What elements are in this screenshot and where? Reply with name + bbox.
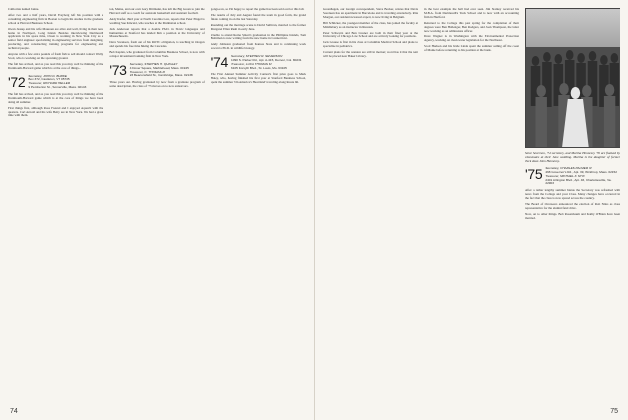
secretary-line: Secretary, STEPHEN H. QUIGLEY [129, 61, 178, 66]
photo-caption: Steve Severson, '74 secretary, and Martha Hennessy '76 are flanked by classmates at their June wedding. Martha is the daughter of former Tuck dean John Hennessy. [525, 151, 620, 164]
secretary-address: 1090 S. Parker Rd., Apt. A-415, Denver, Col. 80231 [231, 57, 302, 62]
paragraph: Rounding out the marriage scene is David Sullivan, married to the former Margaret Ellen Rush in early June. [210, 22, 306, 31]
paragraph: Bob Kaplan, who graduated from Columbia Business School, is now with a major investment banking firm in New York. [109, 50, 205, 59]
wedding-group-photo [525, 8, 620, 148]
treasurer-line: Treasurer, RICHARD HELLER [28, 81, 71, 86]
paragraph: The fall has arrived, and as you read this you may well be thinking of the Dartmouth-Harvard game which is at the core of things... [8, 61, 104, 70]
paragraph: The fall has arrived, and as you read this you may well be thinking of the Dartmouth-Harvard game which is at the core of things we have been doing all summer. [8, 91, 104, 104]
page-number: 74 [10, 408, 18, 415]
paragraph: Scott Hudson and his bride Linda spent the summer sailing off the coast of Maine before returning to his position at the bank. [424, 44, 519, 53]
paragraph: Unable to attend Rome Smart's graduation in the Phillipine Islands, Tom Bohrman is now writing from the new home in Connecticut. [210, 32, 306, 41]
paragraph: Andy Kiefer, third year at North Carolina Law, reports that Peter Pingel is wedding Sue Kincaid, who teaches at the Manhattan school. [109, 16, 205, 25]
class-header-74 [211, 55, 306, 70]
secretary-line: Secretary, CHARLES PALMER IV [545, 166, 592, 171]
treasurer-address: 23 Beaconsfield St., Cambridge, Mass. 02138 [129, 73, 193, 78]
paragraph: Dave Swanson, fresh out of his ROTC obligation, is teaching in Oregon and spends his free time hiking the Cascades. [109, 40, 205, 49]
class-header-72 [8, 75, 103, 90]
treasurer-address: 6105 Forsyth Blvd., St. Louis, Mo. 63105 [231, 65, 287, 70]
class-secretary-info [130, 63, 193, 78]
secretary-address: 468 Governor's Rd., Apt. 39, Winthrop, Mass. 02152 [545, 170, 617, 175]
class-year: '75 [525, 166, 543, 183]
paragraph: Now, on to other things. Bob Rosenbaum and Kathy O'Brien have been married. [525, 211, 620, 220]
treasurer-line: Treasurer, LUCA THOMAS M [231, 61, 272, 66]
paragraph: Three years out. Having graduated by now from a graduate program of some description, the class of '73 moves on to new endeavors. [109, 80, 205, 89]
secretary-line: Secretary, STEPHEN R. SEVERSON [231, 54, 283, 59]
paragraph: Bill Schlicker, the youngest member of the class, has joined the faculty at Middlebury as an instructor in Russian. [323, 20, 418, 29]
paragraph: After a rather lengthy summer hiatus the Secretary was refreshed with news from the College and your Class. Many changes have occurred in the fact that the class is now spread across the country. [525, 188, 620, 201]
paragraph: Anyone with a few extra pounds of fresh fish to sell should contact Wally Scott, who is working on the spawning ground. [8, 52, 104, 60]
right-column-3 [525, 8, 620, 402]
paragraph: First things first, although Ross Freund and I enjoyed Aquavit with the quartets. Carl Arnold and his wife Betty are in New York. We had a great time with them. [8, 105, 104, 118]
right-column-2 [424, 8, 519, 402]
left-column-3 [211, 8, 306, 402]
class-secretary-info [28, 75, 86, 90]
paragraph: Andy Johnston graduated from Kansas State and is continuing work toward a Ph.D. in wildlife biology. [210, 42, 306, 51]
paragraph: gonga-ron, so I'm happy to report the game has been sold out for this fall. [210, 8, 305, 11]
paragraph: The results of July and August found the team in good form, the grand finale coming in on the last Saturday. [210, 12, 306, 21]
paragraph: Returned to the College this past spring for the completion of their degrees were Ben Hallenger, Ben Rodgers, and Joan Thompson, the latter now working as an admissions officer. [424, 20, 519, 33]
treasurer-address: 2401 Arlington Blvd., Apt. 46, Charlottesville, Va. 22903 [545, 177, 612, 186]
paragraph: Jack Grouse is first in his class at Columbia Medical School and plans to specialize in pediatrics. [323, 40, 418, 49]
page-number: 75 [610, 408, 618, 415]
class-header-75 [525, 167, 620, 186]
right-page [315, 0, 628, 420]
paragraph: Current plans for the reunion are still in motion; word has it that the tent will be placed near Baker Library. [323, 50, 418, 59]
paragraph: After two and a half years, David Freyberg left his position with a consulting engineering firm in Boston to begin his studies in the graduate school at Harvard Business School. [8, 12, 104, 25]
class-header-73 [109, 63, 204, 78]
paragraph: California named Janne. [8, 8, 40, 11]
paragraph: Owen Jessup and his wife Maureen are alive and well, living in their new home in Northport, Long Island. Besides interviewing Dartmouth applicants in his spare time, Owen is working in New York City as a senior field engineer specializing in engineering services from designing, producing, and constructing training programs for engineering and technical people. [8, 26, 104, 51]
left-column-2 [109, 8, 204, 402]
paragraph: Dave Wagner is in Washington with the Environmental Protection Agency, working on clean water legislation for the Northeast. [424, 34, 519, 43]
paragraph: The First Annual Summer Activity Contest's first prize goes to Mark Haley, who, having finished his first year at Stanford Business School, spent the summer 'On America's Heartland' traveling along Route 66. [210, 72, 306, 85]
right-column-1 [323, 8, 418, 402]
class-year: '73 [109, 61, 127, 78]
paragraph: ton, Maine, and our own Gary Dittmann, has left the Big Green to join the Harvard staff as a coach for assistant basketball and assistant football. [109, 8, 205, 15]
paragraph: The Board of Overseers announced the election of Rob Niles as class representative for the alumni fund drive. [525, 202, 620, 210]
class-secretary-info [545, 167, 620, 186]
photo-figures [526, 9, 620, 147]
paragraph: Jack Anderson reports that a double Ph.D. in Slavic languages and humanities at Stanford has landed him a position at the University of Massachusetts. [109, 26, 205, 39]
paragraph: in the best example the hall had ever seen. Jim Stanley received his M.B.A. from Dartmouth's Tuck School and is now with an accounting firm in Hartford. [424, 8, 519, 19]
class-year: '74 [210, 54, 229, 71]
left-column-1 [8, 8, 103, 402]
secretary-address: Box 372, Castleton, VT 05735 [28, 77, 70, 82]
paragraph: Greenhagen, our foreign correspondent, Steve Becker, relates that Davis Sorensen has an apartment in Barcelona and is traveling extensively. Rita Morgan, our resident newsreel expert, is now living in Belgium. [323, 8, 418, 19]
treasurer-line: Treasurer, C. THOMAS III [129, 69, 166, 74]
secretary-address: 4 Dover Square, Marblehead, Mass. 01945 [129, 65, 189, 70]
treasurer-line: Treasurer, MICHAEL F. STIX [545, 173, 585, 178]
paragraph: Peter Schwartz and Ben Lissner are both in their final year at the University of Chicago Law School and are actively looking for positions. [323, 30, 418, 39]
class-secretary-info [231, 55, 302, 70]
treasurer-address: 9 Pemberton St., Somerville, Mass. 02143 [28, 85, 87, 90]
class-year: '72 [8, 73, 26, 90]
secretary-line: Secretary, JOHN D. BURKE [28, 73, 67, 78]
